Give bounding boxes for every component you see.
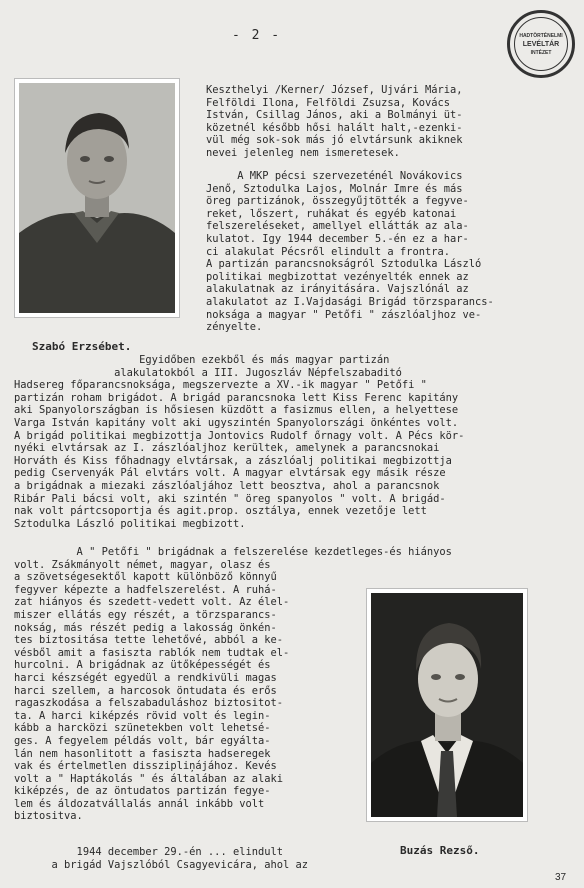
photo-caption-buzas: Buzás Rezső. xyxy=(400,844,480,857)
page-number: - 2 - xyxy=(232,28,282,43)
stamp-bottom-text: INTÉZET xyxy=(530,49,552,56)
paragraph-names: Keszthelyi /Kerner/ József, Ujvári Mária, Felföldi Ilona, Felföldi Zsuzsa, Kovács István, Csillag János, aki a Bolmányi üt- közetnél később hősi halált halt,-ezenki- vül még sok-sok más jó elvtársunk akiknek nevei jelenleg nem ismeretesek. xyxy=(206,84,463,159)
paragraph-equipment: A " Petőfi " brigádnak a felszerelése kezdetleges-és hiányos volt. Zsákmányolt német, magyar, olasz és a szövetségesektől kapott különböző könnyű fegyver képezte a hadfelszerelést. A ruhá- zat hiányos és szedett-vedett volt. Az élel- miszer ellátás egy részét, a törzsparancs- nokság, más részét pedig a lakosság önkén- tes biztositása tette lehetővé, abból a ke- vésből amit a fasiszta rablók nem tudtak el- hurcolni. A brigádnak az ütőképességét és harci készségét egyedül a rendkivüli magas harci szellem, a harcosok öntudata és erős ragaszkodása a felszabaduláshoz biztositot- ta. A harci kiképzés rövid volt és legin- kább a harcközi szünetekben volt lehetsé- ges. A fegyelem példás volt, bár egyálta- lán nem hasonlitott a fasiszta hadseregek vak és értelmetlen disszipliņájához. Kevés volt a " Haptákolás " és általában az alaki kiképzés, de az öntudatos partizán fegye- lem és áldozatvállalás annál inkább volt biztositva. xyxy=(14,546,452,823)
stamp-top-text: HADTÖRTÉNELMI xyxy=(519,32,563,39)
corner-page-number: 37 xyxy=(555,872,567,883)
paragraph-mkp-pecs: A MKP pécsi szervezeténél Novákovics Jenő, Sztodulka Lajos, Molnár Imre és más öreg partizánok, összegyűjtötték a fegyve- reket, lőszert, ruhákat és egyéb katonai felszereléseket, amellyel ellátták az ala- kulatot. Igy 1944 december 5.-én ez a har- ci alakulat Pécsről elindult a frontra. A partizán parancsnokságról Sztodulka László politikai megbizottat vezényelték ennek az alakulatnak az irányitására. Vajszlónál az alakulatot az I.Vajdasági Brigád törzsparancs- noksága a magyar " Petőfi " zászlóaljhoz ve- zényelte. xyxy=(206,170,494,334)
photo-caption-szabo: Szabó Erzsébet. xyxy=(32,340,132,353)
paragraph-december-29: 1944 december 29.-én ... elindult a brigád Vajszlóból Csagyevicára, ahol az xyxy=(51,846,309,871)
stamp-middle-text: LEVÉLTÁR xyxy=(522,40,560,48)
archive-stamp xyxy=(507,10,575,78)
portrait-photo-woman xyxy=(14,78,180,318)
paragraph-petofi-brigade: Egyidőben ezekből és más magyar partizán alakulatokból a III. Jugoszláv Népfelszabaditó Hadsereg főparancsnoksága, megszervezte a XV.-ik magyar " Petőfi " partizán roham brigádot. A brigád parancsnoka lett Kiss Ferenc kapitány aki Spanyolországban is hősiesen küzdött a fasizmus ellen, a helyettese Varga István kapitány volt aki ugyszintén Spanyolországi önkéntes volt. A brigád politikai megbizottja Jontovics Rudolf őrnagy volt. A Pécs kör- nyéki elvtársak az I. zászlóaljhoz kerültek, amelynek a parancsnokai Horváth és Kiss főhadnagy elvtársak, a zászlóalj politikai megbizottja pedig Cservenyák Pál elvtárs volt. A magyar elvtársak egy másik része a brigádnak a miezaki zászlóaljához lett beosztva, ahol a parancsnok Ribár Pali bácsi volt, aki szintén " öreg spanyolos " volt. A brigád- nak volt pártcsoportja és agit.prop. osztálya, ennek vezetője lett Sztodulka László politikai megbizott. xyxy=(14,354,465,530)
